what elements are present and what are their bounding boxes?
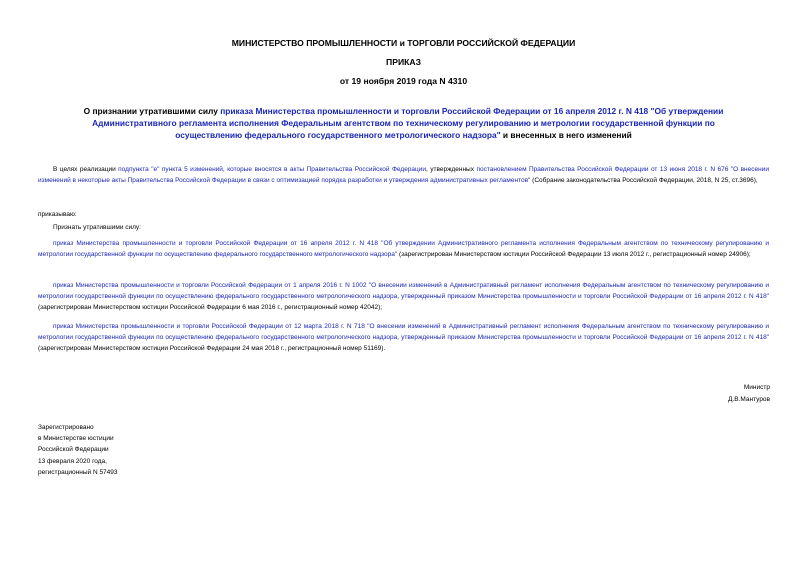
item-2-text: (зарегистрирован Министерством юстиции Российской Федерации 6 мая 2016 г., регистрационный номер 42042); bbox=[38, 304, 383, 312]
signer-name: Д.В.Мантуров bbox=[728, 396, 770, 403]
list-item bbox=[38, 321, 769, 355]
orders-label: приказываю: bbox=[38, 211, 77, 218]
title-prefix: О признании утратившими силу bbox=[83, 106, 221, 116]
preamble-paragraph bbox=[38, 164, 769, 186]
preamble-text-2: , утвержденных bbox=[426, 166, 477, 173]
item-1-link[interactable]: приказ Министерства промышленности и торговли Российской Федерации от 16 апреля 2012 г. N 418 "Об утверждении Административного регламента исполнения Федеральным агентством по техническому регулированию и метрологии государственной функции по осуществлению федерального государственного метрологического надзора" bbox=[38, 240, 769, 259]
registration-block bbox=[38, 422, 118, 478]
preamble-link-subclause[interactable]: подпункта "е" пункта 5 изменений, которые вносятся в акты Правительства Российской Федерации bbox=[118, 166, 427, 173]
preamble-link-resolution[interactable]: постановлением Правительства Российской Федерации от 13 июня 2018 г. N 676 "О внесении изменений в некоторые акты Правительства Российской Федерации в связи с оптимизацией порядка разработки и утверждения административных регламентов" bbox=[38, 166, 769, 185]
title-suffix: и внесенных в него изменений bbox=[500, 130, 632, 141]
signer-position: Министр bbox=[743, 384, 770, 391]
signature-block bbox=[728, 382, 770, 406]
title-link[interactable]: приказа Министерства промышленности и торговли Российской Федерации от 16 апреля 2012 г. N 418 "Об утверждении Административного регламента исполнения Федеральным агентством по техническому регулированию и метрологии государственной функции по осуществлению федерального государственного метрологического надзора" bbox=[92, 106, 724, 141]
item-3-link[interactable]: приказ Министерства промышленности и торговли Российской Федерации от 12 марта 2018 г. N 718 "О внесении изменений в Административный регламент исполнения Федеральным агентством по техническому регулированию и метрологии государственной функции по осуществлению федерального государственного метрологического надзора, утвержденный приказом Министерства промышленности и торговли Российской Федерации от 16 апреля 2012 г. N 418" bbox=[38, 323, 769, 342]
list-item bbox=[38, 280, 769, 314]
list-item bbox=[38, 238, 769, 260]
registration-line-4: 13 февраля 2020 года, bbox=[38, 457, 107, 465]
item-2-link[interactable]: приказ Министерства промышленности и торговли Российской Федерации от 1 апреля 2016 г. N 1002 "О внесении изменений в Административный регламент исполнения Федеральным агентством по техническому регулированию и метрологии государственной функции по осуществлению федерального государственного метрологического надзора, утвержденный приказом Министерства промышленности и торговли Российской Федерации от 16 апреля 2012 г. N 418" bbox=[38, 282, 769, 301]
item-1-text: (зарегистрирован Министерством юстиции Российской Федерации 13 июля 2012 г., регистрационный номер 24906); bbox=[397, 251, 751, 259]
registration-line-5: регистрационный N 57493 bbox=[38, 468, 118, 476]
item-3-text: (зарегистрирован Министерством юстиции Российской Федерации 24 мая 2018 г., регистрационный номер 51169). bbox=[38, 345, 386, 353]
document-title bbox=[60, 105, 747, 142]
registration-line-2: в Министерстве юстиции bbox=[38, 435, 114, 443]
preamble-text-1: В целях реализации bbox=[53, 166, 119, 173]
order-date-number: от 19 ноября 2019 года N 4310 bbox=[339, 76, 468, 86]
recognize-label: Признать утратившими силу: bbox=[53, 224, 141, 231]
document-type: ПРИКАЗ bbox=[386, 57, 421, 67]
ministry-name: МИНИСТЕРСТВО ПРОМЫШЛЕННОСТИ и ТОРГОВЛИ РОССИЙСКОЙ ФЕДЕРАЦИИ bbox=[231, 38, 576, 48]
registration-line-1: Зарегистрировано bbox=[38, 424, 94, 431]
preamble-text-3: (Собрание законодательства Российской Федерации, 2018, N 25, ст.3696), bbox=[530, 177, 758, 185]
registration-line-3: Российской Федерации bbox=[38, 446, 109, 454]
